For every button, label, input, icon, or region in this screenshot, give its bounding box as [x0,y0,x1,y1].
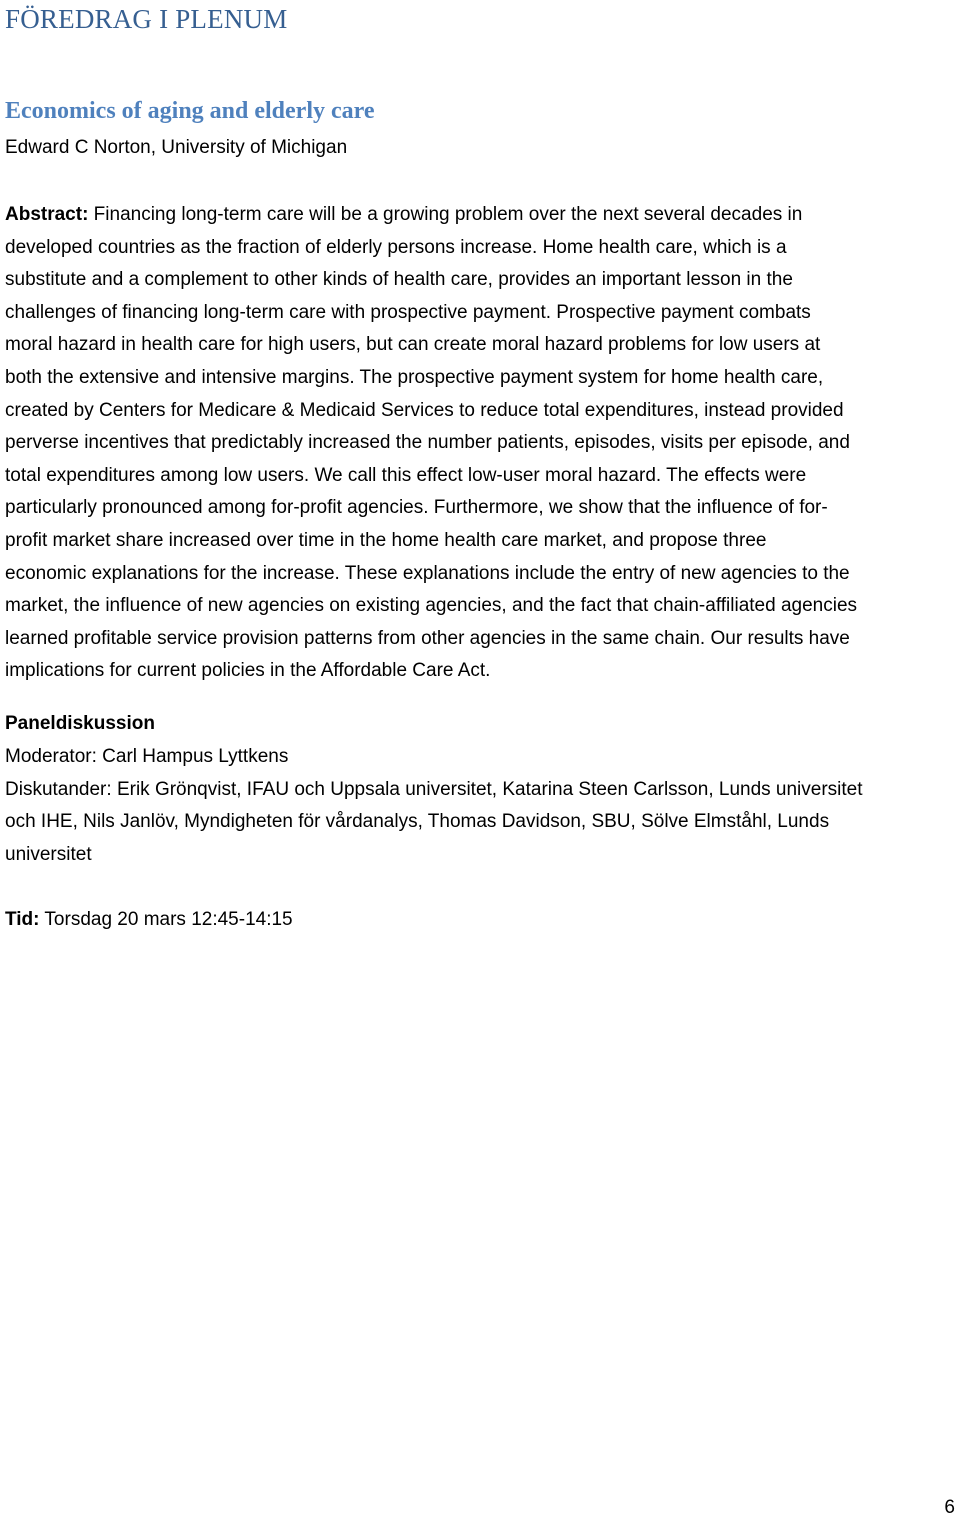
abstract-line: perverse incentives that predictably increased the number patients, episodes, visits per episode, and [5,432,850,454]
abstract-line: economic explanations for the increase. These explanations include the entry of new agencies to the [5,562,850,584]
panel-discussants-line: universitet [5,844,92,866]
abstract-line: implications for current policies in the Affordable Care Act. [5,660,491,682]
abstract-line: challenges of financing long-term care with prospective payment. Prospective payment combats [5,301,811,323]
panel-heading: Paneldiskussion [5,713,155,734]
abstract [5,199,960,688]
abstract-line: moral hazard in health care for high users, but can create moral hazard problems for low users at [5,334,821,356]
page-number: 6 [944,1497,955,1518]
panel-discussants-line: Diskutander: Erik Grönqvist, IFAU och Uppsala universitet, Katarina Steen Carlsson, Lunds universitet [5,778,863,800]
section-title: FÖREDRAG I PLENUM [5,4,288,34]
abstract-label: Abstract: [5,204,89,225]
abstract-line: developed countries as the fraction of elderly persons increase. Home health care, which is a [5,236,787,258]
abstract-line: substitute and a complement to other kinds of health care, provides an important lesson in the [5,269,793,291]
abstract-line: market, the influence of new agencies on existing agencies, and the fact that chain-affiliated agencies [5,595,858,617]
abstract-line: both the extensive and intensive margins. The prospective payment system for home health care, [5,366,824,388]
panel-section [5,708,960,937]
panel-discussants-line: och IHE, Nils Janlöv, Myndigheten för vårdanalys, Thomas Davidson, SBU, Sölve Elmståhl, Lunds [5,811,830,833]
abstract-line: learned profitable service provision patterns from other agencies in the same chain. Our results have [5,627,850,649]
abstract-line: created by Centers for Medicare & Medicaid Services to reduce total expenditures, instead provided [5,399,844,421]
abstract-line [5,199,960,232]
abstract-line: profit market share increased over time in the home health care market, and propose three [5,529,767,551]
abstract-text: Financing long-term care will be a growing problem over the next several decades in [88,204,803,225]
abstract-line: total expenditures among low users. We call this effect low-user moral hazard. The effects were [5,464,807,486]
time-value: Torsdag 20 mars 12:45-14:15 [39,908,293,930]
panel-time [5,904,960,937]
panel-moderator: Moderator: Carl Hampus Lyttkens [5,745,289,767]
talk-title: Economics of aging and elderly care [5,98,375,124]
time-label: Tid: [5,908,40,930]
talk-author: Edward C Norton, University of Michigan [5,137,348,158]
abstract-line: particularly pronounced among for-profit agencies. Furthermore, we show that the influence of for- [5,497,828,519]
